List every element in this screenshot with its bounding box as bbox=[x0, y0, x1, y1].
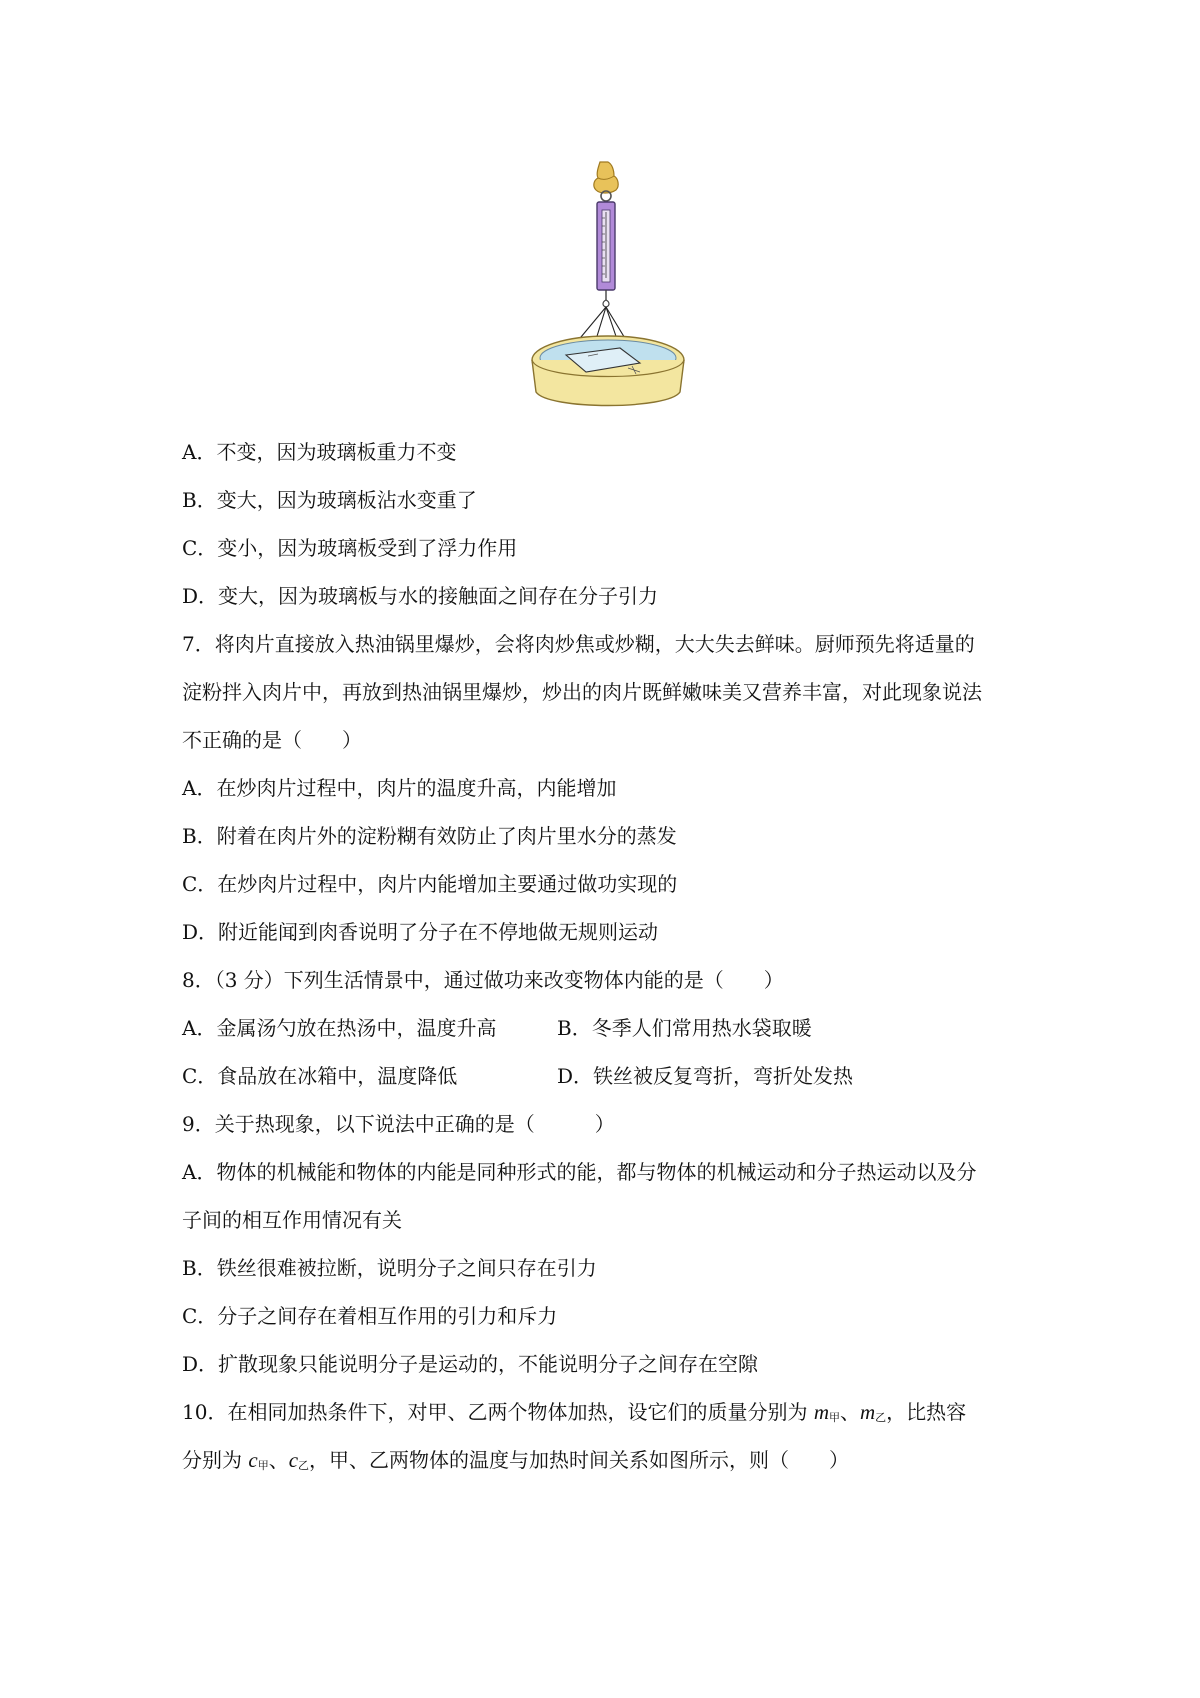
q10-line2-suffix: ，甲、乙两物体的温度与加热时间关系如图所示，则（ ） bbox=[309, 1448, 850, 1472]
q8-option-b: B．冬季人们常用热水袋取暖 bbox=[557, 1016, 812, 1040]
q10-stem-line2 bbox=[182, 1436, 1042, 1484]
q7-option-a: A．在炒肉片过程中，肉片的温度升高，内能增加 bbox=[182, 776, 617, 800]
q10-line2-prefix: 分别为 bbox=[182, 1448, 249, 1472]
q9-option-b: B．铁丝很难被拉断，说明分子之间只存在引力 bbox=[182, 1256, 597, 1280]
q10-stem-line1 bbox=[182, 1388, 1042, 1436]
q10-sub-c-jia: 甲 bbox=[257, 1459, 269, 1472]
q10-var-m-jia: m bbox=[813, 1400, 829, 1424]
q10-line1-prefix: 10．在相同加热条件下，对甲、乙两个物体加热，设它们的质量分别为 bbox=[182, 1400, 814, 1424]
q7-stem-line2: 淀粉拌入肉片中，再放到热油锅里爆炒，炒出的肉片既鲜嫩味美又营养丰富，对此现象说法 bbox=[182, 680, 982, 704]
q10-var-c-yi: c bbox=[288, 1448, 299, 1472]
q9-stem: 9．关于热现象，以下说法中正确的是（ ） bbox=[182, 1112, 615, 1136]
q9-option-a-line2: 子间的相互作用情况有关 bbox=[182, 1208, 402, 1232]
q8-options-row1 bbox=[182, 1004, 1042, 1052]
q6-option-a: A．不变，因为玻璃板重力不变 bbox=[182, 440, 457, 464]
q10-sub-c-yi: 乙 bbox=[298, 1459, 310, 1472]
q8-option-d: D．铁丝被反复弯折，弯折处发热 bbox=[557, 1064, 854, 1088]
q8-option-c: C．食品放在冰箱中，温度降低 bbox=[182, 1064, 458, 1088]
q9-option-a-line1: A．物体的机械能和物体的内能是同种形式的能，都与物体的机械运动和分子热运动以及分 bbox=[182, 1160, 977, 1184]
spring-scale-glass-plate-icon bbox=[528, 160, 688, 420]
q9-option-d: D．扩散现象只能说明分子是运动的，不能说明分子之间存在空隙 bbox=[182, 1352, 759, 1376]
q10-sep2: 、 bbox=[268, 1448, 289, 1472]
questions-block bbox=[182, 428, 1042, 1484]
q6-option-b: B．变大，因为玻璃板沾水变重了 bbox=[182, 488, 477, 512]
q10-sep1: 、 bbox=[839, 1400, 860, 1424]
q10-var-m-yi: m bbox=[859, 1400, 876, 1424]
q7-option-b: B．附着在肉片外的淀粉糊有效防止了肉片里水分的蒸发 bbox=[182, 824, 677, 848]
q6-option-d: D．变大，因为玻璃板与水的接触面之间存在分子引力 bbox=[182, 584, 659, 608]
q7-stem-line3: 不正确的是（ ） bbox=[182, 728, 362, 752]
q10-sub-yi: 乙 bbox=[875, 1411, 887, 1424]
q10-line1-suffix: ，比热容 bbox=[886, 1400, 967, 1424]
q10-sub-jia: 甲 bbox=[828, 1411, 840, 1424]
q7-option-d: D．附近能闻到肉香说明了分子在不停地做无规则运动 bbox=[182, 920, 659, 944]
q9-option-c: C．分子之间存在着相互作用的引力和斥力 bbox=[182, 1304, 558, 1328]
q7-stem-line1: 7．将肉片直接放入热油锅里爆炒，会将肉炒焦或炒糊，大大失去鲜味。厨师预先将适量的 bbox=[182, 632, 975, 656]
q7-option-c: C．在炒肉片过程中，肉片内能增加主要通过做功实现的 bbox=[182, 872, 678, 896]
q10-var-c-jia: c bbox=[248, 1448, 258, 1472]
q8-options-row2 bbox=[182, 1052, 1042, 1100]
q8-option-a: A．金属汤勺放在热汤中，温度升高 bbox=[182, 1016, 497, 1040]
q6-option-c: C．变小，因为玻璃板受到了浮力作用 bbox=[182, 536, 518, 560]
q8-stem: 8．（3 分）下列生活情景中，通过做功来改变物体内能的是（ ） bbox=[182, 968, 784, 992]
spring-scale-figure bbox=[528, 160, 688, 420]
